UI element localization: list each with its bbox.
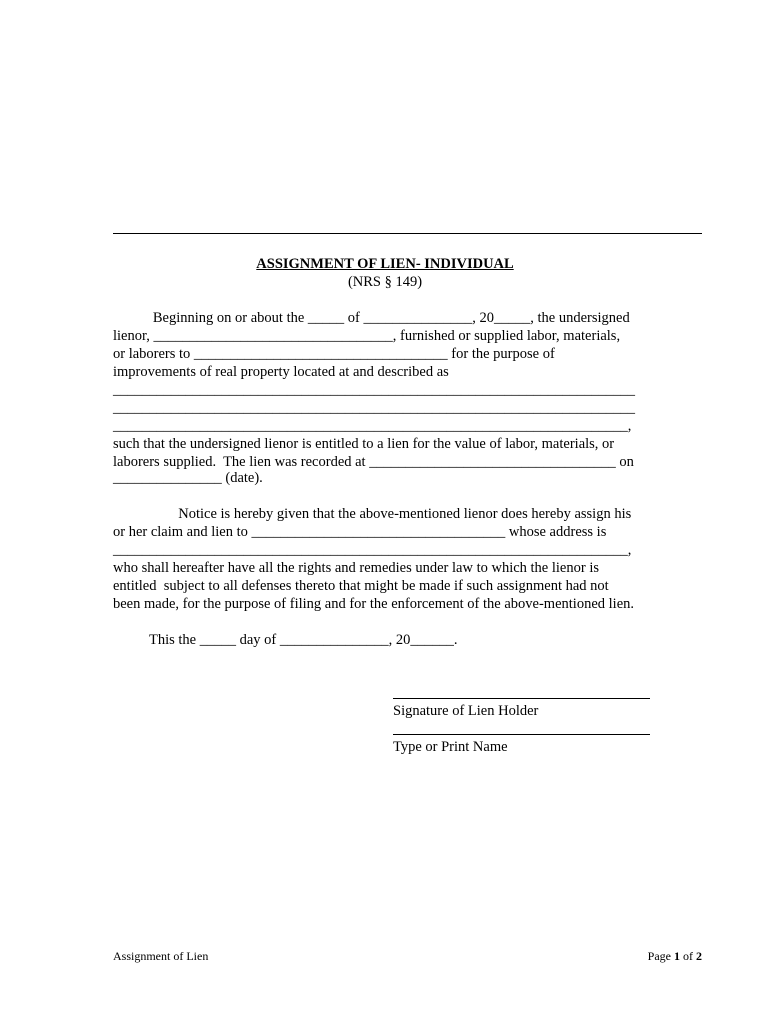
page-current: 1: [674, 949, 680, 963]
paragraph2-line: been made, for the purpose of filing and for the enforcement of the above-mentioned lien.: [113, 596, 635, 612]
paragraph1-line: _______________________________________________________________________,: [113, 418, 632, 434]
paragraph2-line: _______________________________________________________________________,: [113, 542, 632, 558]
footer-document-name: Assignment of Lien: [113, 949, 209, 963]
document-title: ASSIGNMENT OF LIEN- INDIVIDUAL: [256, 256, 514, 272]
paragraph1-line: ________________________________________________________________________: [113, 400, 635, 416]
paragraph2-line: entitled subject to all defenses thereto that might be made if such assignment had not: [113, 578, 609, 594]
paragraph1-line: lienor, _________________________________, furnished or supplied labor, materials,: [113, 328, 621, 344]
signature-line: [393, 698, 650, 699]
page-prefix: Page: [647, 949, 674, 963]
signature-label: Signature of Lien Holder: [393, 703, 539, 719]
paragraph2-line: who shall hereafter have all the rights and remedies under law to which the lienor is: [113, 560, 599, 576]
paragraph2-line: Notice is hereby given that the above-mentioned lienor does hereby assign his: [113, 506, 632, 522]
page-separator: of: [680, 949, 696, 963]
paragraph1-line: ________________________________________________________________________: [113, 382, 635, 398]
paragraph1-line: such that the undersigned lienor is entitled to a lien for the value of labor, materials, or: [113, 436, 615, 452]
header-rule: [113, 233, 702, 234]
paragraph1-line: _______________ (date).: [113, 470, 263, 486]
page-total: 2: [696, 949, 702, 963]
document-subtitle: (NRS § 149): [347, 274, 423, 290]
paragraph1-line: Beginning on or about the _____ of _______________, 20_____, the undersigned: [113, 310, 630, 326]
print-name-line: [393, 734, 650, 735]
print-name-label: Type or Print Name: [393, 739, 508, 755]
paragraph2-line: or her claim and lien to ___________________________________ whose address is: [113, 524, 607, 540]
paragraph1-line: or laborers to ___________________________________ for the purpose of: [113, 346, 555, 362]
date-line: This the _____ day of _______________, 20______.: [113, 632, 458, 648]
footer-page-number: [648, 949, 702, 963]
paragraph1-line: laborers supplied. The lien was recorded at __________________________________ on: [113, 454, 634, 470]
title-block: [113, 255, 657, 291]
paragraph1-line: improvements of real property located at and described as: [113, 364, 449, 380]
